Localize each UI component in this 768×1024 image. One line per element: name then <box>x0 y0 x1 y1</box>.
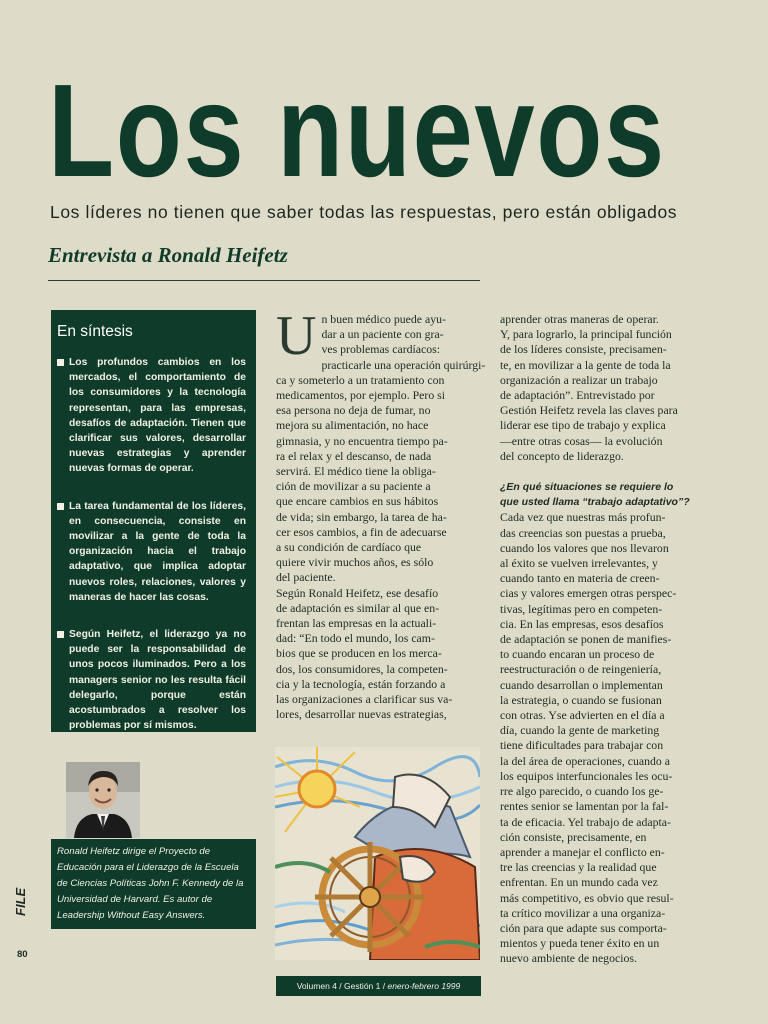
text-line: cer esos cambios, a fin de adecuarse <box>276 524 447 539</box>
subtitle: Los líderes no tienen que saber todas las respuestas, pero están obligados <box>50 202 678 222</box>
text-line: de vida; sin embargo, la tarea de ha- <box>276 509 447 524</box>
drop-cap: U <box>276 305 317 367</box>
text-line: de adaptación es similar al que en- <box>276 600 440 615</box>
page-title: Los nuevos <box>48 57 666 204</box>
text-line: a su condición de cardíaco que <box>276 540 422 555</box>
text-line: de adaptación”. Entrevistado por <box>500 388 655 403</box>
article-column-2 <box>276 305 486 722</box>
synthesis-item <box>57 499 246 605</box>
text-line: cia y la tecnología, están forzando a <box>276 676 446 691</box>
text-line: nuevo ambiente de negocios. <box>500 951 637 966</box>
author-photo <box>66 762 140 838</box>
text-line: cias y valores emergen otras perspec- <box>500 586 677 601</box>
text-line: ta de eficacia. Yel trabajo de adapta- <box>500 814 671 829</box>
text-line: dad: “En todo el mundo, los cam- <box>276 631 435 646</box>
helmsman-icon <box>275 747 480 960</box>
text-line: n buen médico puede ayu- <box>321 312 446 326</box>
synthesis-item-text: Según Heifetz, el liderazgo ya no puede ser la responsabilidad de unos pocos iluminados. Pero a los managers senior no les resulta fácil delegarlo, porque están acostumbrados a resolver los problemas por sí mismos. <box>69 629 246 732</box>
text-line: esa persona no deja de fumar, no <box>276 403 431 418</box>
bullet-square-icon <box>57 503 64 510</box>
text-line: gimnasia, y no encuentra tiempo pa- <box>276 433 448 448</box>
text-line: dar a un paciente con gra- <box>321 327 444 342</box>
bullet-square-icon <box>57 359 64 366</box>
text-line: con otras. Yse advierten en el día a <box>500 708 665 723</box>
text-line: ción consiste, precisamente, en <box>500 829 647 844</box>
text-line: te, en movilizar a la gente de toda la <box>500 357 671 372</box>
text-line: Gestión Heifetz revela las claves para <box>500 403 678 418</box>
text-line: día, cuando la gente de marketing <box>500 723 660 738</box>
text-line: reestructuración o de reingeniería, <box>500 662 662 677</box>
text-line: to cuando encaran un proceso de <box>500 647 655 662</box>
text-line: la estrategia, o cuando se fusionan <box>500 692 662 707</box>
text-line: mientos y pueda tener éxito en un <box>500 936 660 951</box>
synthesis-box <box>51 310 256 732</box>
text-line: ción de movilizar a su paciente a <box>276 479 431 494</box>
text-line: frentan las empresas en la actuali- <box>276 616 437 631</box>
text-line: tre las creencias y la realidad que <box>500 860 657 875</box>
section-label-file <box>13 878 29 918</box>
text-line: Y, para lograrlo, la principal función <box>500 327 672 342</box>
synthesis-item <box>57 355 246 477</box>
page-number: 80 <box>17 949 28 960</box>
interview-byline: Entrevista a Ronald Heifetz <box>48 243 288 267</box>
text-line: del concepto de liderazgo. <box>500 448 624 463</box>
text-line: rre algo parecido, o cuando los ge- <box>500 784 664 799</box>
text-line: lores, desarrollar nuevas estrategias, <box>276 707 447 722</box>
text-line: practicarle una operación quirúrgi- <box>321 357 486 372</box>
text-line: al éxito se vuelven irrelevantes, y <box>500 556 658 571</box>
text-line: ca y someterlo a un tratamiento con <box>276 372 445 387</box>
text-line: más competitivo, es obvio que resul- <box>500 890 674 905</box>
synthesis-item <box>57 627 246 733</box>
text-line: las organizaciones a clarificar sus va- <box>276 692 453 707</box>
article-column-3 <box>500 312 712 967</box>
ship-wheel-illustration <box>275 747 480 960</box>
text-line: cia. En las empresas, esos desafíos <box>500 616 664 631</box>
column-3-answer-text <box>500 510 712 966</box>
interview-question <box>500 480 712 510</box>
text-line: la del área de operaciones, cuando a <box>500 753 670 768</box>
text-line: de adaptación se ponen de manifies- <box>500 632 672 647</box>
bullet-square-icon <box>57 631 64 638</box>
text-line: rentes senior se lamentan por la fal- <box>500 799 669 814</box>
text-line: enfrentan. En un mundo cada vez <box>500 875 658 890</box>
text-line: de los líderes consiste, precisamen- <box>500 342 667 357</box>
text-line: das creencias son puestas a prueba, <box>500 525 666 540</box>
synthesis-item-text: La tarea fundamental de los líderes, en consecuencia, consiste en movilizar a la gente de toda la organización hacia el trabajo adaptativo, que implica adoptar nuevos roles, relaciones, valores y maneras de hacer las cosas. <box>69 500 246 603</box>
text-line: aprender a manejar el conflicto en- <box>500 844 665 859</box>
text-line: aprender otras maneras de operar. <box>500 312 659 326</box>
text-line: Cada vez que nuestras más profun- <box>500 510 666 525</box>
text-line: bios que se producen en los merca- <box>276 646 442 661</box>
text-line: tiene dificultades para trabajar con <box>500 738 664 753</box>
synthesis-list <box>57 355 246 733</box>
text-line: dos, los consumidores, la competen- <box>276 661 448 676</box>
column-2-text <box>276 305 486 722</box>
column-3-intro-text <box>500 312 712 464</box>
text-line: ción para que adapte sus comporta- <box>500 920 667 935</box>
synthesis-heading: En síntesis <box>57 323 133 340</box>
text-line: liderar ese tipo de trabajo y explica <box>500 418 666 433</box>
text-line: servirá. El médico tiene la obliga- <box>276 464 436 479</box>
footer-volume: Volumen 4 / Gestión 1 / <box>296 981 386 991</box>
text-line: que encare cambios en sus hábitos <box>276 494 439 509</box>
text-line: ta crítico movilizar a una organiza- <box>500 905 666 920</box>
text-line: del paciente. <box>276 570 336 585</box>
footer-date: enero-febrero 1999 <box>387 981 461 991</box>
text-line: tivas, legítimas pero en competen- <box>500 601 663 616</box>
text-line: ves problemas cardíacos: <box>321 342 441 357</box>
question-line: que usted llama “trabajo adaptativo”? <box>500 496 690 509</box>
text-line: ra el relax y el descanso, de nada <box>276 448 432 463</box>
section-label-text: FILE <box>13 887 28 916</box>
text-line: cuando los valores que nos llevaron <box>500 540 669 555</box>
text-line: mejora su alimentación, no hace <box>276 418 429 433</box>
text-line: —entre otras cosas— la evolución <box>500 433 663 448</box>
synthesis-item-text: Los profundos cambios en los mercados, el comportamiento de los consumidores y la tecnología representan, para las empresas, desafíos de adaptación. Tienen que clarificar sus valores, desarrollar nuevas estrategias y aprender nuevas formas de operar. <box>69 357 246 475</box>
text-line: organización a realizar un trabajo <box>500 372 658 387</box>
text-line: medicamentos, por ejemplo. Pero si <box>276 388 446 403</box>
header-rule <box>48 280 480 281</box>
text-line: quiere vivir muchos años, es sólo <box>276 555 434 570</box>
question-line: ¿En qué situaciones se requiere lo <box>500 481 674 494</box>
text-line: cuando desarrollan o implementan <box>500 677 663 692</box>
author-caption: Ronald Heifetz dirige el Proyecto de Educación para el Liderazgo de la Escuela de Ciencias Políticas John F. Kennedy de la Universidad de Harvard. Es autor de Leadership Without Easy Answers. <box>51 839 256 929</box>
issue-footer <box>276 976 481 996</box>
portrait-icon <box>66 762 140 838</box>
text-line: Según Ronald Heifetz, ese desafío <box>276 585 439 600</box>
text-line: cuando tanto en materia de creen- <box>500 571 660 586</box>
text-line: los equipos interfuncionales les ocu- <box>500 768 673 783</box>
